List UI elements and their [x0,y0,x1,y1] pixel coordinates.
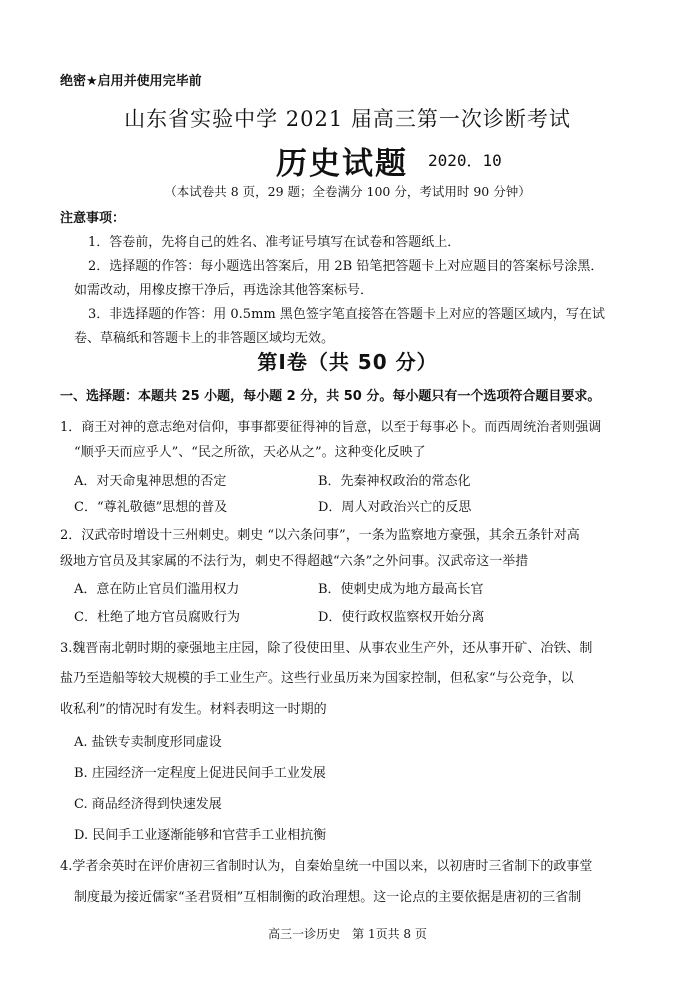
page-footer: 高三一诊历史 第 1页共 8 页 [268,927,427,941]
question-3-option-b: B. 庄园经济一定程度上促进民间手工业发展 [74,766,326,781]
question-1-option-d: D．周人对政治兴亡的反思 [318,500,472,515]
question-1-option-c: C．“尊礼敬德”思想的普及 [74,500,228,515]
question-1-stem: 1．商王对神的意志绝对信仰，事事都要征得神的旨意，以至于每事必卜。而西周统治者则强调 [60,420,602,435]
question-3-stem: 3.魏晋南北朝时期的豪强地主庄园，除了役使田里、从事农业生产外，还从事开矿、冶铁、制 [60,641,593,656]
exam-date: 2020．10 [428,151,502,170]
question-2-option-c: C．杜绝了地方官员腐败行为 [74,610,240,625]
question-2-option-a: A．意在防止官员们滥用权力 [74,582,240,597]
question-1-option-a: A．对天命鬼神思想的否定 [74,474,227,489]
section-title: 第Ⅰ卷（共 50 分） [257,350,438,374]
notice-line: 1．答卷前，先将自己的姓名、准考证号填写在试卷和答题纸上． [88,235,461,250]
notice-line: 3．非选择题的作答：用 0.5mm 黑色签字笔直接答在答题卡上对应的答题区域内，写在试 [88,307,605,322]
part-instructions: 一、选择题：本题共 25 小题，每小题 2 分，共 50 分。每小题只有一个选项符合题目要求。 [60,389,601,404]
question-4-stem: 制度最为接近儒家“圣君贤相”互相制衡的政治理想。这一论点的主要依据是唐初的三省制 [74,890,582,905]
question-3-stem: 盐乃至造船等较大规模的手工业生产。这些行业虽历来为国家控制，但私家“与公竞争，以 [60,671,574,686]
notice-line: 2．选择题的作答：每小题选出答案后，用 2B 铅笔把答题卡上对应题目的答案标号涂黑． [88,259,604,274]
question-2-stem: 2．汉武帝时增设十三州刺史。刺史 “以六条问事”，一条为监察地方豪强，其余五条针对高 [60,528,580,543]
notice-line: 卷、草稿纸和答题卡上的非答题区域均无效。 [74,331,335,346]
question-2-option-b: B．使刺史成为地方最高长官 [318,582,484,597]
school-exam-line: 山东省实验中学 2021 届高三第一次诊断考试 [124,107,571,131]
question-4-stem: 4.学者余英时在评价唐初三省制时认为，自秦始皇统一中国以来，以初唐时三省制下的政事堂 [60,859,593,874]
question-3-option-c: C. 商品经济得到快速发展 [74,797,222,812]
question-1-stem: “顺乎天而应乎人”、“民之所欲，天必从之”。这种变化反映了 [74,445,426,460]
question-1-option-b: B．先秦神权政治的常态化 [318,474,471,489]
secret-label: 绝密★启用并使用完毕前 [60,74,202,89]
notice-line: 如需改动，用橡皮擦干净后，再选涂其他答案标号． [74,283,374,298]
question-2-option-d: D．使行政权监察权开始分离 [318,610,485,625]
page-title: 历史试题 [276,146,408,182]
question-3-stem: 收私利”的情况时有发生。材料表明这一时期的 [60,702,327,717]
question-3-option-d: D. 民间手工业逐渐能够和官营手工业相抗衡 [74,828,327,843]
notice-heading: 注意事项： [60,211,126,226]
exam-info: （本试卷共 8 页，29 题；全卷满分 100 分，考试用时 90 分钟） [164,184,531,199]
question-3-option-a: A. 盐铁专卖制度形同虚设 [74,735,222,750]
question-2-stem: 级地方官员及其家属的不法行为，刺史不得超越“六条”之外问事。汉武帝这一举措 [60,554,529,569]
